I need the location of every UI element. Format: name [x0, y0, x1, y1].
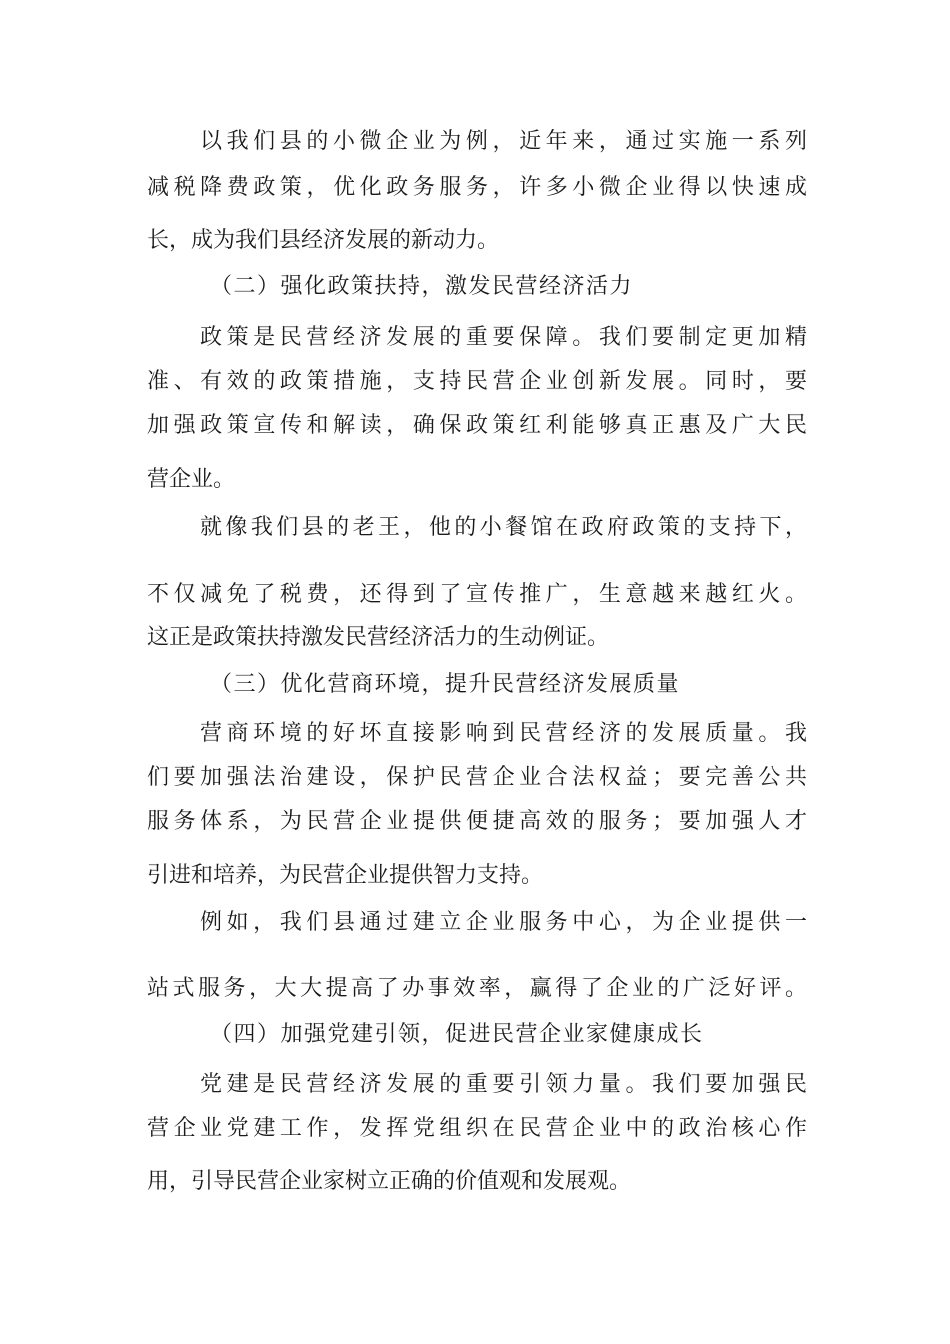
paragraph-line: 营商环境的好坏直接影响到民营经济的发展质量。我 — [200, 721, 807, 746]
paragraph-line: 例如，我们县通过建立企业服务中心，为企业提供一 — [200, 910, 807, 935]
paragraph-line: 减税降费政策，优化政务服务，许多小微企业得以快速成 — [147, 175, 807, 200]
paragraph-line: 引进和培养，为民营企业提供智力支持。 — [147, 863, 544, 888]
paragraph-line: 服务体系，为民营企业提供便捷高效的服务；要加强人才 — [147, 809, 807, 834]
paragraph-line: 站式服务，大大提高了办事效率，赢得了企业的广泛好评。 — [147, 976, 807, 1001]
section-heading: （三）优化营商环境，提升民营经济发展质量 — [210, 672, 681, 697]
paragraph-line: 政策是民营经济发展的重要保障。我们要制定更加精 — [200, 325, 807, 350]
section-heading: （四）加强党建引领，促进民营企业家健康成长 — [210, 1022, 704, 1047]
paragraph-line: 就像我们县的老王，他的小餐馆在政府政策的支持下， — [200, 515, 807, 540]
paragraph-line: 党建是民营经济发展的重要引领力量。我们要加强民 — [200, 1072, 807, 1097]
paragraph-line: 长，成为我们县经济发展的新动力。 — [147, 228, 500, 253]
section-heading: （二）强化政策扶持，激发民营经济活力 — [210, 274, 634, 299]
paragraph-line: 以我们县的小微企业为例，近年来，通过实施一系列 — [200, 129, 807, 154]
paragraph-line: 们要加强法治建设，保护民营企业合法权益；要完善公共 — [147, 765, 807, 790]
paragraph-line: 用，引导民营企业家树立正确的价值观和发展观。 — [147, 1169, 632, 1194]
paragraph-line: 这正是政策扶持激发民营经济活力的生动例证。 — [147, 625, 610, 650]
paragraph-line: 不仅减免了税费，还得到了宣传推广，生意越来越红火。 — [147, 582, 807, 607]
paragraph-line: 加强政策宣传和解读，确保政策红利能够真正惠及广大民 — [147, 413, 807, 438]
paragraph-line: 准、有效的政策措施，支持民营企业创新发展。同时，要 — [147, 369, 807, 394]
paragraph-line: 营企业党建工作，发挥党组织在民营企业中的政治核心作 — [147, 1116, 807, 1141]
paragraph-line: 营企业。 — [147, 467, 236, 492]
